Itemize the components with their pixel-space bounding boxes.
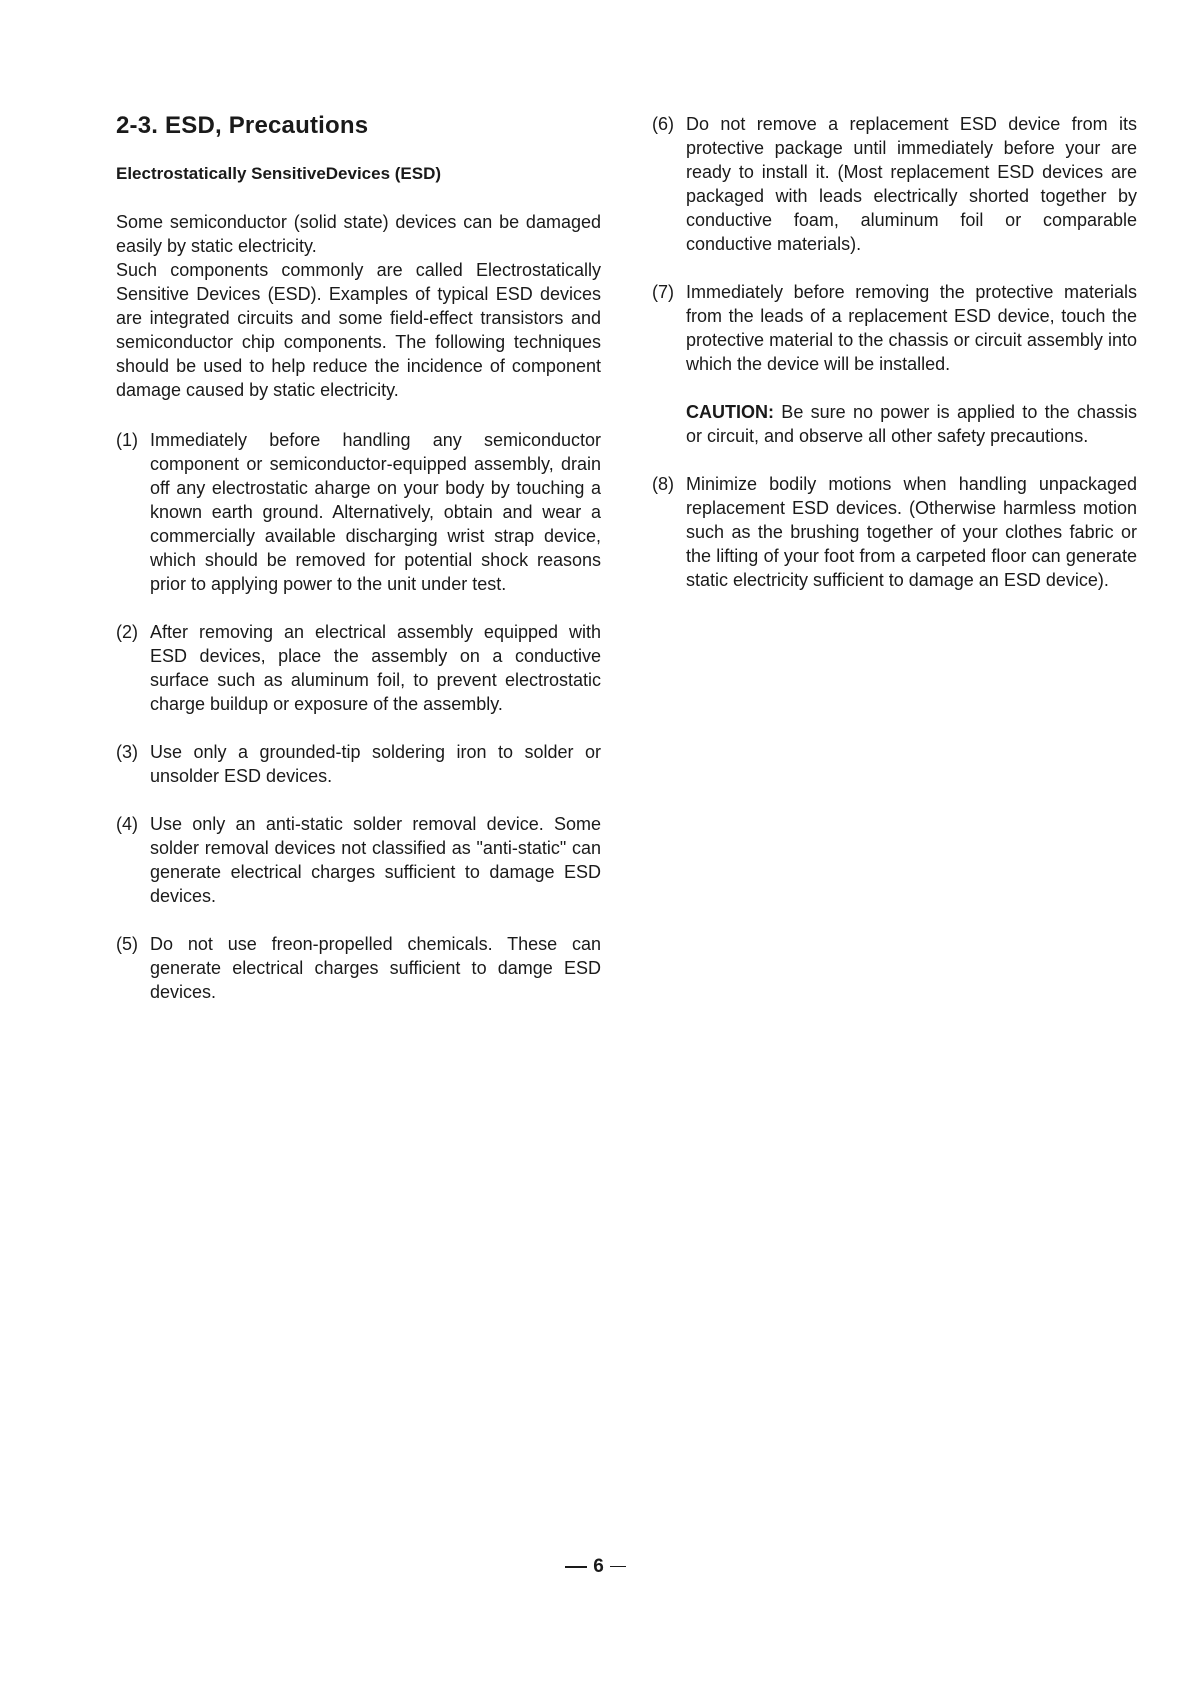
intro-paragraph-2: Such components commonly are called Electrostatically Sensitive Devices (ESD). Examples of typical ESD devices are integrated circuits and some field-effect transistors and semiconductor chip components. The following techniques should be used to help reduce the incidence of component damage caused by static electricity. [116, 260, 601, 400]
item-text: Immediately before removing the protective materials from the leads of a replacement ESD device, touch the protective material to the chassis or circuit assembly into which the device will be installed. [686, 282, 1137, 374]
item-number: (6) [652, 114, 674, 134]
item-text: After removing an electrical assembly equipped with ESD devices, place the assembly on a conductive surface such as aluminum foil, to prevent electrostatic charge buildup or exposure of the assembly. [150, 622, 601, 714]
list-item-8 [652, 472, 1137, 592]
list-item-7 [652, 280, 1137, 376]
list-item-3 [116, 740, 601, 788]
list-item-4 [116, 812, 601, 908]
item-number: (1) [116, 430, 138, 450]
list-item-5 [116, 932, 601, 1004]
item-number: (2) [116, 622, 138, 642]
caution-text: Be sure no power is applied to the chassis or circuit, and observe all other safety precautions. [686, 402, 1137, 446]
list-item-2 [116, 620, 601, 716]
dash-left [565, 1566, 587, 1568]
item-text: Minimize bodily motions when handling unpackaged replacement ESD devices. (Otherwise harmless motion such as the brushing together of your clothes fabric or the lifting of your foot from a carpeted floor can generate static electricity sufficient to damage an ESD device). [686, 474, 1137, 590]
list-item-6 [652, 112, 1137, 256]
left-column [116, 112, 601, 1028]
page-footer [0, 1556, 1191, 1578]
item-number: (4) [116, 814, 138, 834]
right-column [652, 112, 1137, 616]
page-number: 6 [593, 1556, 604, 1577]
item-number: (7) [652, 282, 674, 302]
list-item-1 [116, 428, 601, 596]
item-number: (3) [116, 742, 138, 762]
subsection-heading: Electrostatically SensitiveDevices (ESD) [116, 164, 442, 183]
caution-note [686, 400, 1137, 448]
item-text: Use only an anti-static solder removal device. Some solder removal devices not classified as "anti-static" can generate electrical charges sufficient to damage ESD devices. [150, 814, 601, 906]
caution-label: CAUTION: [686, 402, 774, 422]
section-heading: 2-3. ESD, Precautions [116, 112, 369, 139]
intro-paragraph-1: Some semiconductor (solid state) devices can be damaged easily by static electricity. [116, 212, 601, 256]
item-number: (5) [116, 934, 138, 954]
item-text: Do not remove a replacement ESD device from its protective package until immediately before your are ready to install it. (Most replacement ESD devices are packaged with leads electrically shorted together by conductive foam, aluminum foil or comparable conductive materials). [686, 114, 1137, 254]
item-text: Do not use freon-propelled chemicals. These can generate electrical charges sufficient to damge ESD devices. [150, 934, 601, 1002]
item-text: Use only a grounded-tip soldering iron to solder or unsolder ESD devices. [150, 742, 601, 786]
dash-right [610, 1566, 626, 1567]
item-number: (8) [652, 474, 674, 494]
item-text: Immediately before handling any semiconductor component or semiconductor-equipped assembly, drain off any electrostatic aharge on your body by touching a known earth ground. Alternatively, obtain and wear a commercially available discharging wrist strap device, which should be removed for potential shock reasons prior to applying power to the unit under test. [150, 430, 601, 594]
